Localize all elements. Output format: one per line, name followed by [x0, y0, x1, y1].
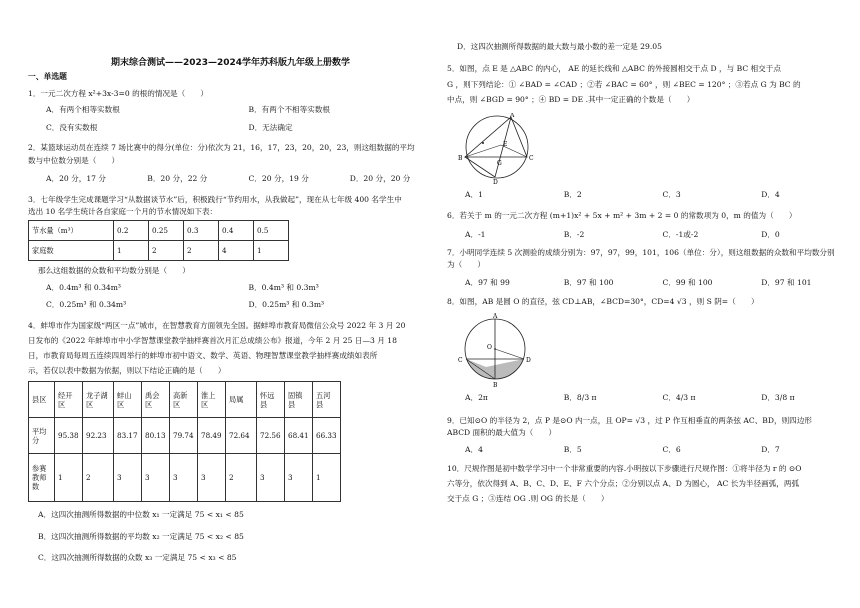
q4-option-c[interactable]: C．这四次抽测所得数据的众数 x₃ 一定满足 75 < x₃ < 85: [38, 553, 237, 563]
table-cell: 经开区: [55, 382, 83, 418]
q1-options: [28, 105, 433, 140]
q6-stem: 6．若关于 m 的一元二次方程 (m+1)x² + 5x + m² + 3m + 2 = 0 的常数项为 0，m 的值为（ ）: [447, 211, 797, 221]
question-3: [28, 192, 433, 318]
table-cell: 72.64: [226, 418, 257, 454]
q3-stem-line2: 选出 10 名学生统计各自家庭一个月的节水情况如下表：: [28, 206, 218, 216]
table-cell: 0.2: [114, 221, 149, 241]
q2-stem-line2: 数与中位数分别是（ ）: [28, 155, 120, 165]
q3-options: [28, 283, 433, 318]
table-cell: 1: [254, 241, 289, 261]
table-cell: 92.23: [83, 418, 114, 454]
q10-line2: 六等分，依次得到 A、B、C、D、E、F 六个分点；②分别以点 A、D 为圆心， AC 长为半径画弧，两弧: [447, 478, 800, 488]
q1-option-a[interactable]: A．有两个相等实数根: [46, 105, 120, 115]
table-cell: 95.38: [55, 418, 83, 454]
q1-stem: 1．一元二次方程 x²+3x-3=0 的根的情况是（ ）: [28, 88, 209, 98]
q10-line1: 10．尺规作图是初中数学学习中一个非常重要的内容.小明按以下步骤进行尺规作图：①将半径为 r 的 ⊙O: [447, 463, 802, 473]
table-row: [29, 418, 341, 454]
figure-q5-circle-triangle: [453, 113, 543, 185]
q3-option-b[interactable]: B．0.4m³ 和 0.3m³: [248, 282, 319, 292]
label-b: B: [458, 155, 463, 163]
q7-line2: 为（ ）: [447, 260, 485, 270]
q6-option-a[interactable]: A．-1: [465, 229, 486, 239]
table-cell: 蚌山区: [114, 382, 142, 418]
q8-option-b[interactable]: B．8/3 π: [563, 393, 597, 403]
label-a: A: [493, 312, 498, 320]
q7-option-a[interactable]: A．97 和 99: [465, 277, 510, 287]
table-cell: 3: [170, 454, 198, 502]
question-7: [447, 245, 842, 287]
table-cell: 五河县: [313, 382, 341, 418]
q4-option-a[interactable]: A．这四次抽测所得数据的中位数 x₁ 一定满足 75 < x₁ < 85: [38, 510, 244, 520]
q4-stem-line4: 示，若仅以表中数据为依据，则以下结论正确的是（ ）: [28, 366, 226, 376]
table-header: 家庭数: [29, 241, 114, 261]
table-cell: 0.4: [219, 221, 254, 241]
table-cell: 0.3: [184, 221, 219, 241]
q9-option-a[interactable]: A．4: [465, 445, 483, 455]
right-column: [447, 0, 842, 506]
q3-stem-line1: 3．七年级学生完成课题学习“从数据谈节水”后，积极践行“节约用水，从我做起”，现在从七年级 400 名学生中: [28, 194, 402, 204]
table-cell: 2: [83, 454, 114, 502]
q8-option-d[interactable]: D．3/8 π: [761, 393, 795, 403]
q5-option-d[interactable]: D．4: [761, 189, 780, 199]
q3-option-a[interactable]: A．0.4m³ 和 0.34m³: [46, 282, 121, 292]
table-header: 节水量（m³）: [29, 221, 114, 241]
question-2: [28, 140, 433, 183]
q5-line2: G ，则下列结论：① ∠BAD = ∠CAD ；②若 ∠BAC = 60° ，则 ∠BEC = 120° ；③若点 G 为 BC 的: [447, 79, 801, 89]
q5-line3: 中点，则 ∠BGD = 90° ；④ BD = DE .其中一定正确的个数是（ ）: [447, 94, 695, 104]
question-8: [447, 297, 842, 402]
q9-options: [447, 445, 842, 454]
table-cell: 3: [114, 454, 142, 502]
table-cell: 83.17: [114, 418, 142, 454]
q5-option-c[interactable]: C．3: [662, 189, 681, 199]
q8-options: [447, 393, 842, 402]
q8-option-c[interactable]: C．4/3 π: [662, 393, 696, 403]
q5-option-b[interactable]: B．2: [563, 189, 582, 199]
q1-option-c[interactable]: C．没有实数根: [46, 122, 98, 132]
q2-stem-line1: 2．某篮球运动员在连续 7 场比赛中的得分(单位：分)依次为 21，16，17，23，20，20，23，则这组数据的平均: [28, 143, 415, 153]
table-cell: 4: [219, 241, 254, 261]
q6-options: [447, 230, 842, 239]
q7-option-d[interactable]: D．97 和 101: [761, 277, 812, 287]
q9-line2: ABCD 面积的最大值为（ ）: [447, 427, 557, 437]
table-row: [29, 221, 289, 241]
table-cell: 1: [114, 241, 149, 261]
q4-stem-line2: 日发布的《2022 年蚌埠市中小学智慧课堂教学抽样赛首次月汇总成绩公布》报道，今年 2 月 25 日—3 月 18: [28, 335, 397, 345]
label-d: D: [493, 179, 498, 186]
table-cell: 0.5: [254, 221, 289, 241]
water-saving-table: [28, 220, 289, 261]
q4-option-b[interactable]: B．这四次抽测所得数据的平均数 x₂ 一定满足 75 < x₂ < 85: [38, 531, 244, 541]
q5-options: [447, 190, 842, 199]
q4-option-d[interactable]: D．这四次抽测所得数据的最大数与最小数的差一定是 29.05: [457, 42, 662, 51]
q2-option-c[interactable]: C．20 分，19 分: [248, 174, 309, 184]
q6-option-d[interactable]: D．0: [761, 229, 780, 239]
q6-option-c[interactable]: C．-1或-2: [662, 229, 699, 239]
question-5: [447, 61, 842, 199]
table-cell: 1: [313, 454, 341, 502]
table-cell: 2: [226, 454, 257, 502]
label-o: O: [487, 343, 492, 351]
q9-option-d[interactable]: D．7: [761, 445, 780, 455]
q5-line1: 5．如图，点 E 是 △ABC 的内心， AE 的延长线和 △ABC 的外接圆相交于点 D ，与 BC 相交于点: [447, 64, 781, 74]
table-cell: 淮上区: [198, 382, 226, 418]
table-cell: 3: [285, 454, 313, 502]
q3-question: 那么这组数据的众数和平均数分别是（ ）: [38, 266, 190, 276]
table-cell: 固镇县: [285, 382, 313, 418]
table-cell: 怀远县: [257, 382, 285, 418]
q3-option-c[interactable]: C．0.25m³ 和 0.34m³: [46, 300, 127, 310]
label-d: D: [526, 356, 531, 364]
label-c: C: [529, 155, 534, 163]
table-header: 参赛教师数: [29, 454, 55, 502]
q1-option-b[interactable]: B．有两个不相等实数根: [248, 105, 331, 115]
q1-option-d[interactable]: D．无法确定: [248, 122, 293, 132]
table-header: 平均分: [29, 418, 55, 454]
table-row: [29, 241, 289, 261]
table-row: [29, 454, 341, 502]
q4-stem-line3: 日，市教育局每周五连续四周举行的蚌埠市初中语文、数学、英语、物理智慧课堂教学抽样赛成绩如表所: [28, 351, 378, 361]
label-c: C: [458, 356, 463, 364]
question-10: [447, 461, 842, 507]
q9-option-c[interactable]: C．6: [662, 445, 681, 455]
label-e: E: [503, 141, 508, 149]
q6-option-b[interactable]: B．-2: [563, 229, 585, 239]
table-cell: 66.33: [313, 418, 341, 454]
table-cell: 80.13: [142, 418, 170, 454]
left-column: [28, 0, 433, 563]
q3-option-d[interactable]: D．0.25m³ 和 0.3m³: [248, 300, 325, 310]
table-cell: 2: [149, 241, 184, 261]
table-cell: 3: [142, 454, 170, 502]
table-cell: 1: [55, 454, 83, 502]
q9-option-b[interactable]: B．5: [563, 445, 582, 455]
exam-title: 期末综合测试——2023—2024学年苏科版九年级上册数学: [110, 58, 351, 68]
q2-option-b[interactable]: B．20 分，22 分: [147, 174, 208, 184]
q2-options: [28, 174, 433, 183]
figure-q8-circle: [453, 313, 539, 389]
label-g: G: [497, 160, 502, 168]
question-6: [447, 211, 842, 239]
table-row: [29, 382, 341, 418]
scores-table: [28, 381, 341, 502]
q9-line1: 9．已知⊙O 的半径为 2，点 P 是⊙O 内一点，且 OP= √3 ，过 P 作互相垂直的两条弦 AC、BD，则四边形: [447, 415, 812, 425]
table-cell: 2: [184, 241, 219, 261]
table-cell: 龙子湖区: [83, 382, 114, 418]
table-cell: 高新区: [170, 382, 198, 418]
table-cell: 局属: [226, 382, 257, 418]
table-cell: 78.49: [198, 418, 226, 454]
label-b: B: [493, 381, 498, 389]
question-4: [28, 318, 433, 563]
q5-option-a[interactable]: A．1: [465, 189, 483, 199]
label-a: A: [510, 113, 515, 120]
q4-stem-line1: 4．蚌埠市作为国家级“两区一点”城市，在智慧教育方面领先全国。据蚌埠市教育局微信公众号 2022 年 3 月 20: [28, 320, 406, 330]
table-cell: 0.25: [149, 221, 184, 241]
section-heading: 一、单选题: [28, 72, 67, 82]
q7-line1: 7．小明同学连续 5 次测验的成绩分别为：97，97，99，101，106（单位：分），则这组数据的众数和平均数分别: [447, 247, 835, 257]
question-9: [447, 413, 842, 455]
q2-option-d[interactable]: D．20 分，20 分: [349, 174, 411, 184]
table-cell: 3: [198, 454, 226, 502]
q8-option-a[interactable]: A．2π: [465, 393, 488, 403]
table-cell: 禹会区: [142, 382, 170, 418]
table-cell: 68.41: [285, 418, 313, 454]
q10-line3: 交于点 G ；③连结 OG .则 OG 的长是（ ）: [447, 494, 609, 504]
q7-options: [447, 278, 842, 287]
table-cell: 79.74: [170, 418, 198, 454]
question-1: [28, 89, 433, 140]
q7-option-b[interactable]: B．97 和 100: [563, 277, 614, 287]
table-cell: 72.56: [257, 418, 285, 454]
table-cell: 3: [257, 454, 285, 502]
q8-stem: 8．如图，AB 是圆 O 的直径，弦 CD⊥AB，∠BCD=30°，CD=4 √3 ，则 S 阴=（ ）: [447, 297, 759, 307]
q7-option-c[interactable]: C．99 和 100: [662, 277, 713, 287]
table-header: 县区: [29, 382, 55, 418]
q2-option-a[interactable]: A．20 分，17 分: [46, 174, 107, 184]
